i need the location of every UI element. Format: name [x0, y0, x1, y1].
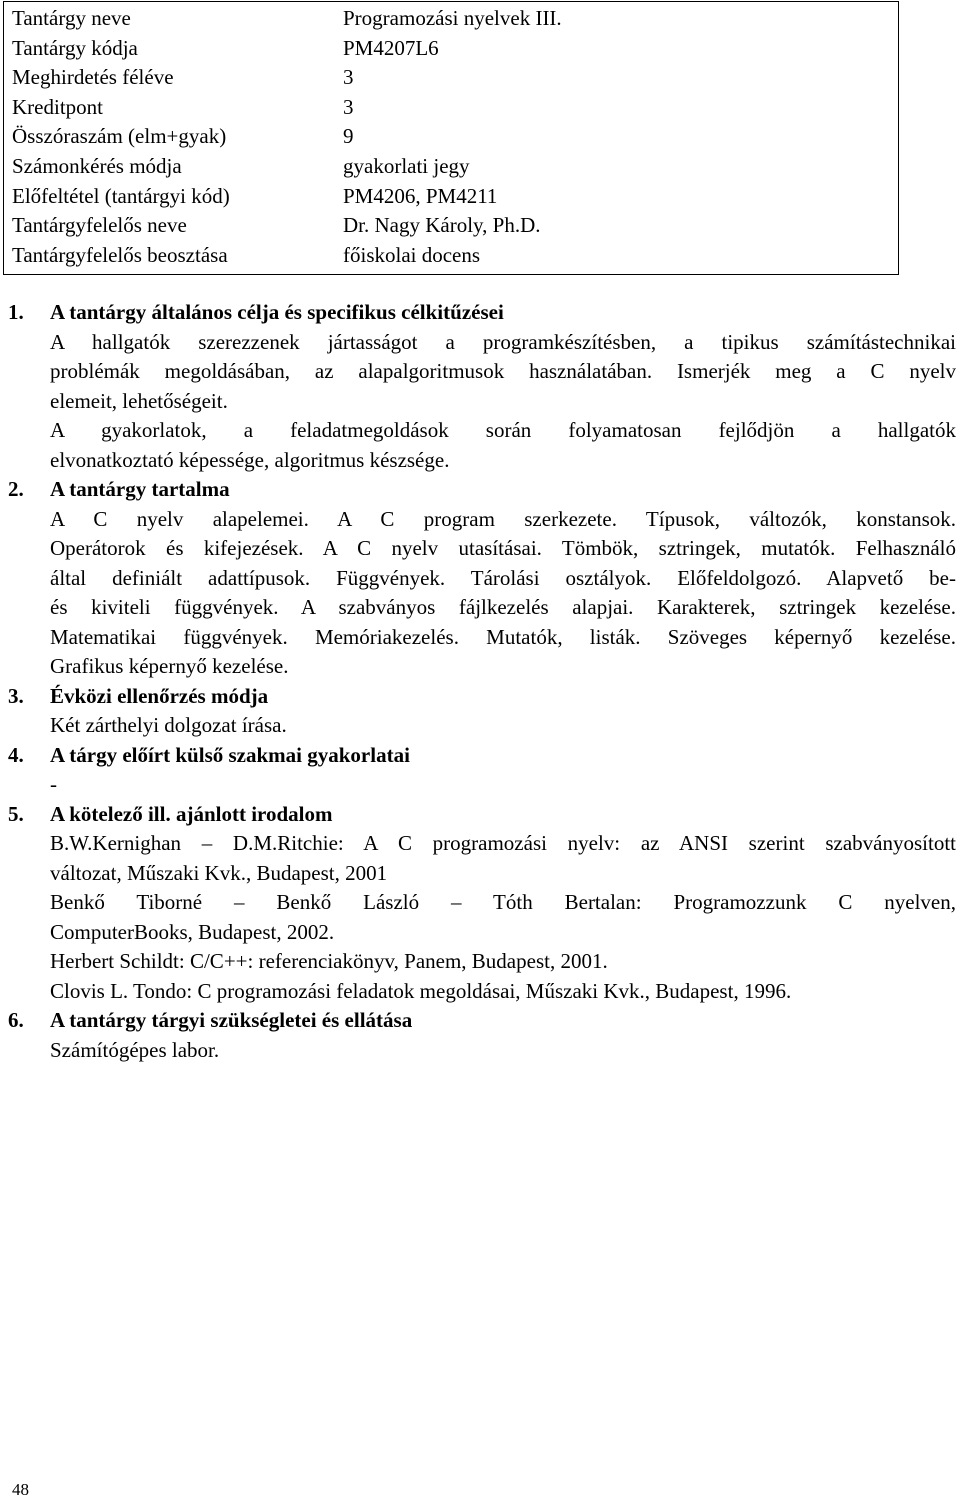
info-label: Meghirdetés féléve — [12, 65, 174, 90]
course-content — [8, 298, 956, 1065]
info-label: Kreditpont — [12, 94, 103, 119]
paragraph-line: B.W.Kernighan – D.M.Ritchie: A C programozási nyelv: az ANSI szerint szabványosított — [50, 831, 956, 855]
info-value: PM4206, PM4211 — [343, 183, 498, 208]
paragraph-line: elvonatkoztató képessége, algoritmus készsége. — [50, 447, 450, 472]
info-row — [4, 93, 898, 123]
section-heading — [8, 682, 956, 712]
paragraph-line: változat, Műszaki Kvk., Budapest, 2001 — [50, 860, 388, 885]
info-row — [4, 152, 898, 182]
paragraph-line: Operátorok és kifejezések. A C nyelv utasításai. Tömbök, sztringek, mutatók. Felhasználó — [50, 536, 956, 560]
paragraph-line: A C nyelv alapelemei. A C program szerkezete. Típusok, változók, konstansok. — [50, 506, 956, 531]
info-label: Tantárgy kódja — [12, 35, 138, 60]
paragraph-line: Herbert Schildt: C/C++: referenciakönyv, Panem, Budapest, 2001. — [50, 949, 608, 973]
info-row — [4, 241, 898, 271]
section-paragraph — [50, 328, 956, 417]
info-row — [4, 34, 898, 64]
info-label: Tantárgy neve — [12, 6, 131, 30]
section-title: A tantárgy általános célja és specifikus célkitűzései — [50, 300, 504, 324]
section-heading — [8, 298, 956, 328]
info-value: 3 — [343, 65, 354, 90]
section-paragraph — [50, 711, 956, 741]
paragraph-line: Számítógépes labor. — [50, 1037, 220, 1062]
paragraph-line: - — [50, 772, 57, 796]
info-value: Dr. Nagy Károly, Ph.D. — [343, 213, 541, 238]
paragraph-line: A hallgatók szerezzenek jártasságot a programkészítésben, a tipikus számítástechnikai — [50, 329, 956, 354]
info-row — [4, 182, 898, 212]
section-paragraph — [50, 505, 956, 682]
section-title: A tantárgy tárgyi szükségletei és ellátása — [50, 1008, 413, 1032]
section-paragraph — [50, 829, 956, 888]
info-row — [4, 4, 898, 34]
section-title: A kötelező ill. ajánlott irodalom — [50, 801, 333, 826]
section-heading — [8, 741, 956, 771]
paragraph-line: Két zárthelyi dolgozat írása. — [50, 713, 287, 737]
paragraph-line: A gyakorlatok, a feladatmegoldások során folyamatosan fejlődjön a hallgatók — [50, 418, 956, 442]
paragraph-line: Matematikai függvények. Memóriakezelés. Mutatók, listák. Szöveges képernyő kezelése. — [50, 624, 956, 649]
section-heading — [8, 1006, 956, 1036]
section-number: 4. — [8, 742, 24, 767]
info-value: Programozási nyelvek III. — [343, 6, 562, 30]
section-paragraph — [50, 770, 956, 800]
info-value: 9 — [343, 124, 354, 149]
section-paragraph — [50, 947, 956, 977]
section-paragraph — [50, 888, 956, 947]
section-number: 1. — [8, 300, 24, 324]
section-number: 2. — [8, 477, 24, 501]
info-value: 3 — [343, 94, 354, 119]
paragraph-line: ComputerBooks, Budapest, 2002. — [50, 919, 335, 944]
section-paragraph — [50, 977, 956, 1007]
section-title: A tárgy előírt külső szakmai gyakorlatai — [50, 742, 410, 767]
section-paragraph — [50, 1036, 956, 1066]
paragraph-line: elemeit, lehetőségeit. — [50, 388, 228, 413]
paragraph-line: által definiált adattípusok. Függvények. Tárolási osztályok. Előfeldolgozó. Alapvető be- — [50, 565, 956, 590]
info-value: főiskolai docens — [343, 242, 481, 267]
course-info-table — [3, 1, 899, 275]
paragraph-line: Clovis L. Tondo: C programozási feladatok megoldásai, Műszaki Kvk., Budapest, 1996. — [50, 978, 792, 1003]
paragraph-line: és kiviteli függvények. A szabványos fájlkezelés alapjai. Karakterek, sztringek kezelése. — [50, 595, 956, 619]
info-label: Számonkérés módja — [12, 153, 182, 178]
section-heading — [8, 475, 956, 505]
paragraph-line: Benkő Tiborné – Benkő László – Tóth Bertalan: Programozzunk C nyelven, — [50, 890, 956, 914]
paragraph-line: problémák megoldásában, az alapalgoritmusok használatában. Ismerjék meg a C nyelv — [50, 359, 956, 383]
info-label: Előfeltétel (tantárgyi kód) — [12, 183, 230, 208]
info-value: gyakorlati jegy — [343, 153, 470, 178]
section-number: 6. — [8, 1008, 24, 1032]
info-label: Összóraszám (elm+gyak) — [12, 124, 227, 149]
section-title: A tantárgy tartalma — [50, 477, 230, 501]
page-number: 48 — [12, 1480, 29, 1499]
info-label: Tantárgyfelelős beosztása — [12, 242, 228, 267]
section-number: 3. — [8, 683, 24, 708]
section-heading — [8, 800, 956, 830]
info-row — [4, 122, 898, 152]
info-value: PM4207L6 — [343, 35, 439, 60]
section-title: Évközi ellenőrzés módja — [50, 683, 269, 708]
info-label: Tantárgyfelelős neve — [12, 213, 187, 238]
section-paragraph — [50, 416, 956, 475]
info-row — [4, 63, 898, 93]
paragraph-line: Grafikus képernyő kezelése. — [50, 654, 289, 678]
info-row — [4, 211, 898, 241]
section-number: 5. — [8, 801, 24, 826]
